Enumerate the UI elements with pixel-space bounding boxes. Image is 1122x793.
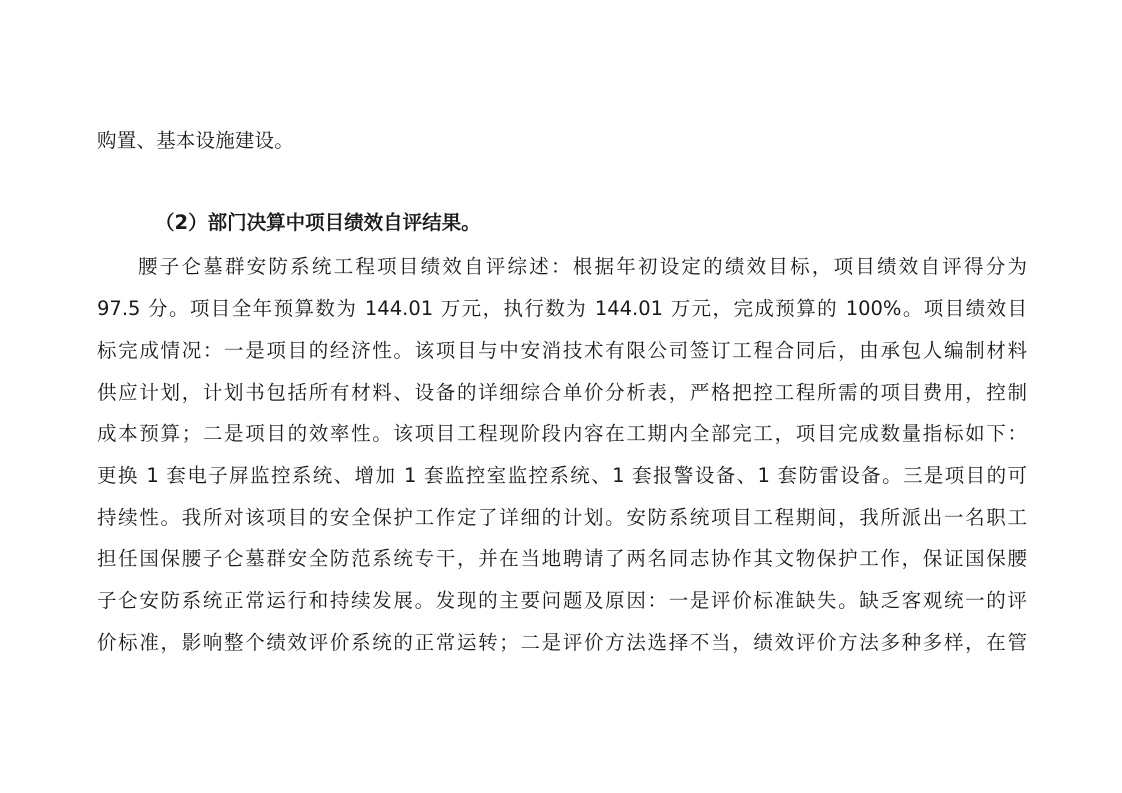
paragraph-line: 成本预算；二是项目的效率性。该项目工程现阶段内容在工期内全部完工，项目完成数量指标如下： [97,422,1027,445]
paragraph-line: 子仑安防系统正常运行和持续发展。发现的主要问题及原因：一是评价标准缺失。缺乏客观统一的评 [97,589,1027,612]
paragraph-line: 标完成情况：一是项目的经济性。该项目与中安消技术有限公司签订工程合同后，由承包人编制材料 [97,339,1027,362]
paragraph-line: 腰子仑墓群安防系统工程项目绩效自评综述：根据年初设定的绩效目标，项目绩效自评得分为 [138,255,1027,278]
section-heading: （2）部门决算中项目绩效自评结果。 [155,211,481,234]
paragraph-line: 更换 1 套电子屏监控系统、增加 1 套监控室监控系统、1 套报警设备、1 套防雷设备。三是项目的可 [97,464,1027,487]
paragraph-line: 价标准，影响整个绩效评价系统的正常运转；二是评价方法选择不当，绩效评价方法多种多样，在管 [97,631,1027,654]
paragraph-line: 97.5 分。项目全年预算数为 144.01 万元，执行数为 144.01 万元，完成预算的 100%。项目绩效目 [97,297,1027,320]
paragraph-line: 持续性。我所对该项目的安全保护工作定了详细的计划。安防系统项目工程期间，我所派出一名职工 [97,506,1027,529]
paragraph-line: 供应计划，计划书包括所有材料、设备的详细综合单价分析表，严格把控工程所需的项目费用，控制 [97,381,1027,404]
paragraph-line: 担任国保腰子仑墓群安全防范系统专干，并在当地聘请了两名同志协作其文物保护工作，保证国保腰 [97,547,1027,570]
intro-text-line: 购置、基本设施建设。 [97,129,295,152]
